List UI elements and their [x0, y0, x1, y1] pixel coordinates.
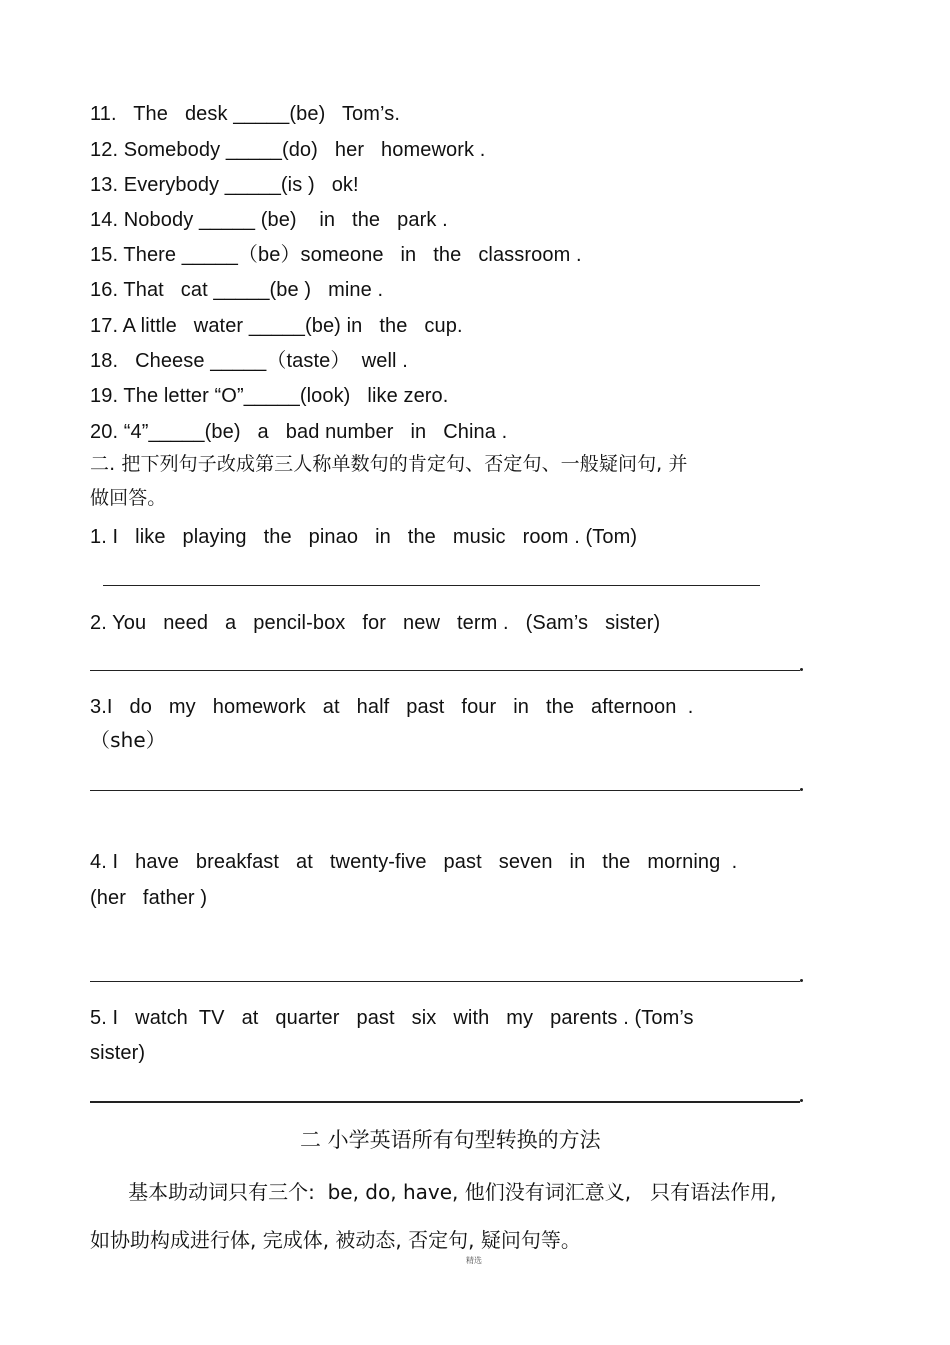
methods-heading: 二 小学英语所有句型转换的方法	[300, 1128, 601, 1152]
answer-line-5	[90, 1101, 800, 1103]
exercise-12: 12. Somebody _____(do) her homework .	[90, 139, 486, 161]
answer-line-5-period	[800, 1099, 803, 1102]
transform-item-5-subject: sister)	[90, 1042, 146, 1064]
page-footer: 精选	[466, 1256, 482, 1265]
section-two-title: 二. 把下列句子改成第三人称单数句的肯定句、否定句、一般疑问句, 并	[90, 453, 688, 475]
transform-item-4: 4. I have breakfast at twenty-five past seven in the morning .	[90, 851, 738, 873]
exercise-18: 18. Cheese _____（taste） well .	[90, 350, 408, 372]
exercise-13: 13. Everybody _____(is ) ok!	[90, 174, 359, 196]
exercise-19: 19. The letter “O”_____(look) like zero.	[90, 385, 449, 407]
transform-item-1: 1. I like playing the pinao in the music room . (Tom)	[90, 526, 638, 548]
answer-line-4	[90, 981, 800, 982]
answer-line-3-period	[800, 788, 803, 791]
methods-paragraph-line-1: 基本助动词只有三个: be, do, have, 他们没有词汇意义, 只有语法作用,	[90, 1180, 777, 1204]
answer-line-3	[90, 790, 800, 791]
transform-item-4-subject: (her father )	[90, 887, 208, 909]
answer-line-2-period	[800, 668, 803, 671]
transform-item-5: 5. I watch TV at quarter past six with my parents . (Tom’s	[90, 1007, 694, 1029]
exercise-11: 11. The desk _____(be) Tom’s.	[90, 103, 400, 125]
section-two-title-cont: 做回答。	[90, 487, 167, 509]
transform-item-3-subject: （she）	[90, 728, 166, 752]
transform-item-2: 2. You need a pencil-box for new term . (Sam’s sister)	[90, 612, 661, 634]
answer-line-1	[103, 585, 760, 586]
exercise-15: 15. There _____（be）someone in the classroom .	[90, 244, 582, 266]
transform-item-3: 3.I do my homework at half past four in the afternoon .	[90, 696, 694, 718]
exercise-14: 14. Nobody _____ (be) in the park .	[90, 209, 448, 231]
answer-line-2	[90, 670, 800, 671]
methods-paragraph-line-2: 如协助构成进行体, 完成体, 被动态, 否定句, 疑问句等。	[90, 1228, 581, 1252]
exercise-17: 17. A little water _____(be) in the cup.	[90, 315, 463, 337]
exercise-20: 20. “4”_____(be) a bad number in China .	[90, 421, 508, 443]
exercise-16: 16. That cat _____(be ) mine .	[90, 279, 384, 301]
answer-line-4-period	[800, 979, 803, 982]
